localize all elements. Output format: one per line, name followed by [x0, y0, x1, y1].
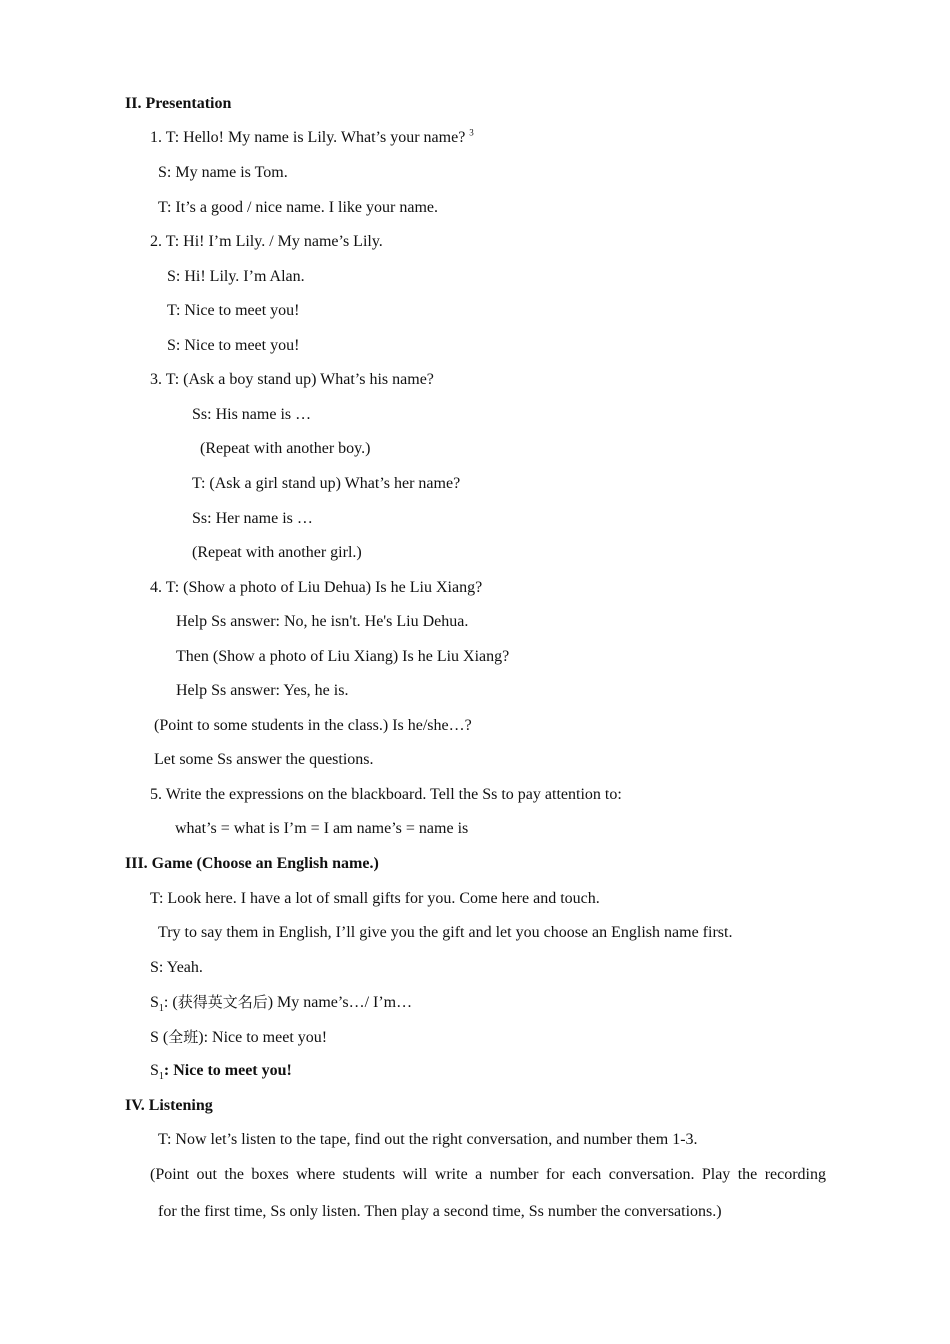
presentation-line-8: 3. T: (Ask a boy stand up) What’s his name?: [150, 371, 434, 388]
speaker-label: S: [150, 994, 159, 1011]
game-line-3: S: Yeah.: [150, 959, 203, 976]
listening-line-3: for the first time, Ss only listen. Then play a second time, Ss number the conversations.): [158, 1203, 722, 1220]
chinese-note: 全班: [168, 1028, 199, 1046]
presentation-line-21: what’s = what is I’m = I am name’s = name is: [175, 820, 469, 837]
listening-line-1: T: Now let’s listen to the tape, find out the right conversation, and number them 1-3.: [158, 1131, 698, 1148]
speaker-label: S: [150, 1062, 159, 1079]
presentation-line-7: S: Nice to meet you!: [167, 337, 300, 354]
game-line-4: [150, 992, 412, 1013]
listening-line-2: (Point out the boxes where students will write a number for each conversation. Play the recording: [150, 1166, 826, 1183]
footnote-marker: 3: [469, 127, 474, 138]
game-line-2: Try to say them in English, I’ll give you the gift and let you choose an English name first.: [158, 924, 733, 941]
presentation-line-20: 5. Write the expressions on the blackboard. Tell the Ss to pay attention to:: [150, 786, 622, 803]
presentation-line-14: 4. T: (Show a photo of Liu Dehua) Is he Liu Xiang?: [150, 579, 483, 596]
presentation-line-12: Ss: Her name is …: [192, 510, 313, 527]
game-line-5: [150, 1027, 327, 1048]
presentation-line-3: T: It’s a good / nice name. I like your name.: [158, 199, 439, 216]
section-heading-presentation: II. Presentation: [125, 95, 232, 112]
presentation-line-17: Help Ss answer: Yes, he is.: [176, 682, 349, 699]
presentation-line-9: Ss: His name is …: [192, 406, 312, 423]
line-text: 1. T: Hello! My name is Lily. What’s your name?: [150, 129, 466, 146]
section-heading-game: III. Game (Choose an English name.): [125, 855, 379, 872]
presentation-line-15: Help Ss answer: No, he isn't. He's Liu Dehua.: [176, 613, 469, 630]
line-text: ): Nice to meet you!: [198, 1029, 328, 1046]
presentation-line-1: [150, 128, 474, 148]
chinese-note: 获得英文名后: [177, 993, 268, 1011]
presentation-line-4: 2. T: Hi! I’m Lily. / My name’s Lily.: [150, 233, 383, 250]
presentation-line-2: S: My name is Tom.: [158, 164, 288, 181]
game-line-1: T: Look here. I have a lot of small gifts for you. Come here and touch.: [150, 890, 600, 907]
presentation-line-13: (Repeat with another girl.): [192, 544, 362, 561]
line-text: : Nice to meet you!: [163, 1062, 292, 1079]
presentation-line-5: S: Hi! Lily. I’m Alan.: [167, 268, 305, 285]
speaker-subscript: 1: [158, 1071, 164, 1083]
line-text: : (: [163, 994, 178, 1011]
presentation-line-19: Let some Ss answer the questions.: [154, 751, 374, 768]
line-text: S (: [150, 1029, 169, 1046]
line-text: ) My name’s…/ I’m…: [267, 994, 413, 1011]
game-line-6: [150, 1061, 292, 1081]
presentation-line-6: T: Nice to meet you!: [167, 302, 300, 319]
presentation-line-18: (Point to some students in the class.) Is he/she…?: [154, 717, 472, 734]
presentation-line-11: T: (Ask a girl stand up) What’s her name?: [192, 475, 461, 492]
speaker-subscript: 1: [158, 1003, 164, 1015]
presentation-line-10: (Repeat with another boy.): [200, 440, 371, 457]
presentation-line-16: Then (Show a photo of Liu Xiang) Is he Liu Xiang?: [176, 648, 510, 665]
section-heading-listening: IV. Listening: [125, 1097, 213, 1114]
